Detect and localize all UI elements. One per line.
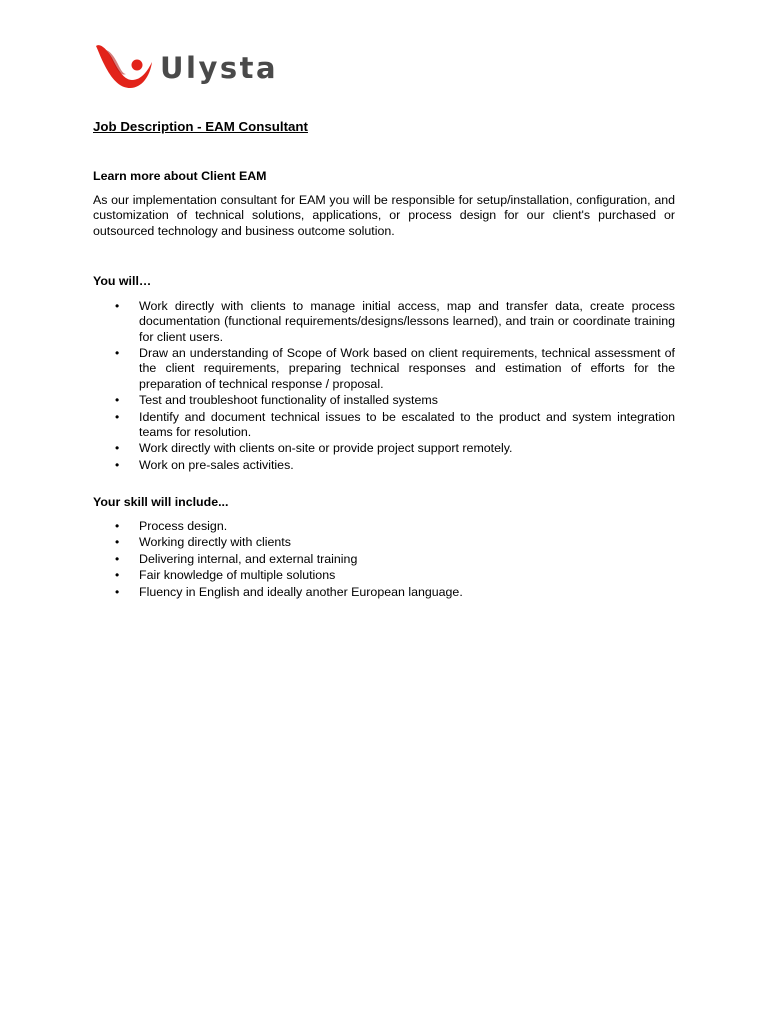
list-item <box>93 299 675 345</box>
list-item <box>93 568 675 583</box>
list-item <box>93 585 675 600</box>
about-heading: Learn more about Client EAM <box>93 169 267 183</box>
about-paragraph: As our implementation consultant for EAM you will be responsible for setup/installation, configuration, and customization of technical solutions, applications, or process design for our client's purchased or outsourced technology and business outcome solution. <box>93 193 675 238</box>
bullet-icon: • <box>115 519 120 533</box>
list-item-text: Process design. <box>139 519 228 533</box>
company-logo <box>92 40 282 100</box>
list-item-text: Fair knowledge of multiple solutions <box>139 568 336 583</box>
list-item-text: Delivering internal, and external training <box>139 551 358 566</box>
you-will-heading: You will… <box>93 274 152 288</box>
list-item-text: Test and troubleshoot functionality of installed systems <box>139 393 438 408</box>
list-item <box>93 441 675 456</box>
page-title: Job Description - EAM Consultant <box>93 119 308 134</box>
bullet-icon: • <box>115 346 120 361</box>
list-item-text: Work on pre-sales activities. <box>139 457 294 472</box>
skills-list <box>93 519 675 601</box>
bullet-icon: • <box>115 457 120 472</box>
list-item <box>93 535 675 550</box>
skills-heading: Your skill will include... <box>93 495 229 509</box>
list-item <box>93 410 675 441</box>
bullet-icon: • <box>115 299 120 313</box>
list-item <box>93 393 675 408</box>
bullet-icon: • <box>115 393 120 408</box>
bullet-icon: • <box>115 535 120 550</box>
logo-wordmark: Ulysta <box>160 51 279 85</box>
bullet-icon: • <box>115 551 120 566</box>
list-item <box>93 519 675 534</box>
bullet-icon: • <box>115 409 120 424</box>
bullet-icon: • <box>115 441 120 456</box>
list-item <box>93 346 675 392</box>
list-item-text: Draw an understanding of Scope of Work based on client requirements, technical assessment of the client requirements, preparing technical responses and estimation of efforts for the preparation of technical response / proposal. <box>139 346 675 391</box>
list-item-text: Work directly with clients to manage initial access, map and transfer data, create process documentation (functional requirements/designs/lessons learned), and train or coordinate training for client users. <box>139 299 675 344</box>
list-item-text: Identify and document technical issues to be escalated to the product and system integration teams for resolution. <box>139 409 675 439</box>
list-item <box>93 552 675 567</box>
list-item <box>93 458 675 473</box>
you-will-list <box>93 299 675 474</box>
ulysta-swoosh-icon <box>92 40 158 96</box>
list-item-text: Fluency in English and ideally another European language. <box>139 584 463 599</box>
bullet-icon: • <box>115 584 120 599</box>
list-item-text: Working directly with clients <box>139 535 291 550</box>
bullet-icon: • <box>115 568 120 583</box>
list-item-text: Work directly with clients on-site or provide project support remotely. <box>139 441 513 456</box>
